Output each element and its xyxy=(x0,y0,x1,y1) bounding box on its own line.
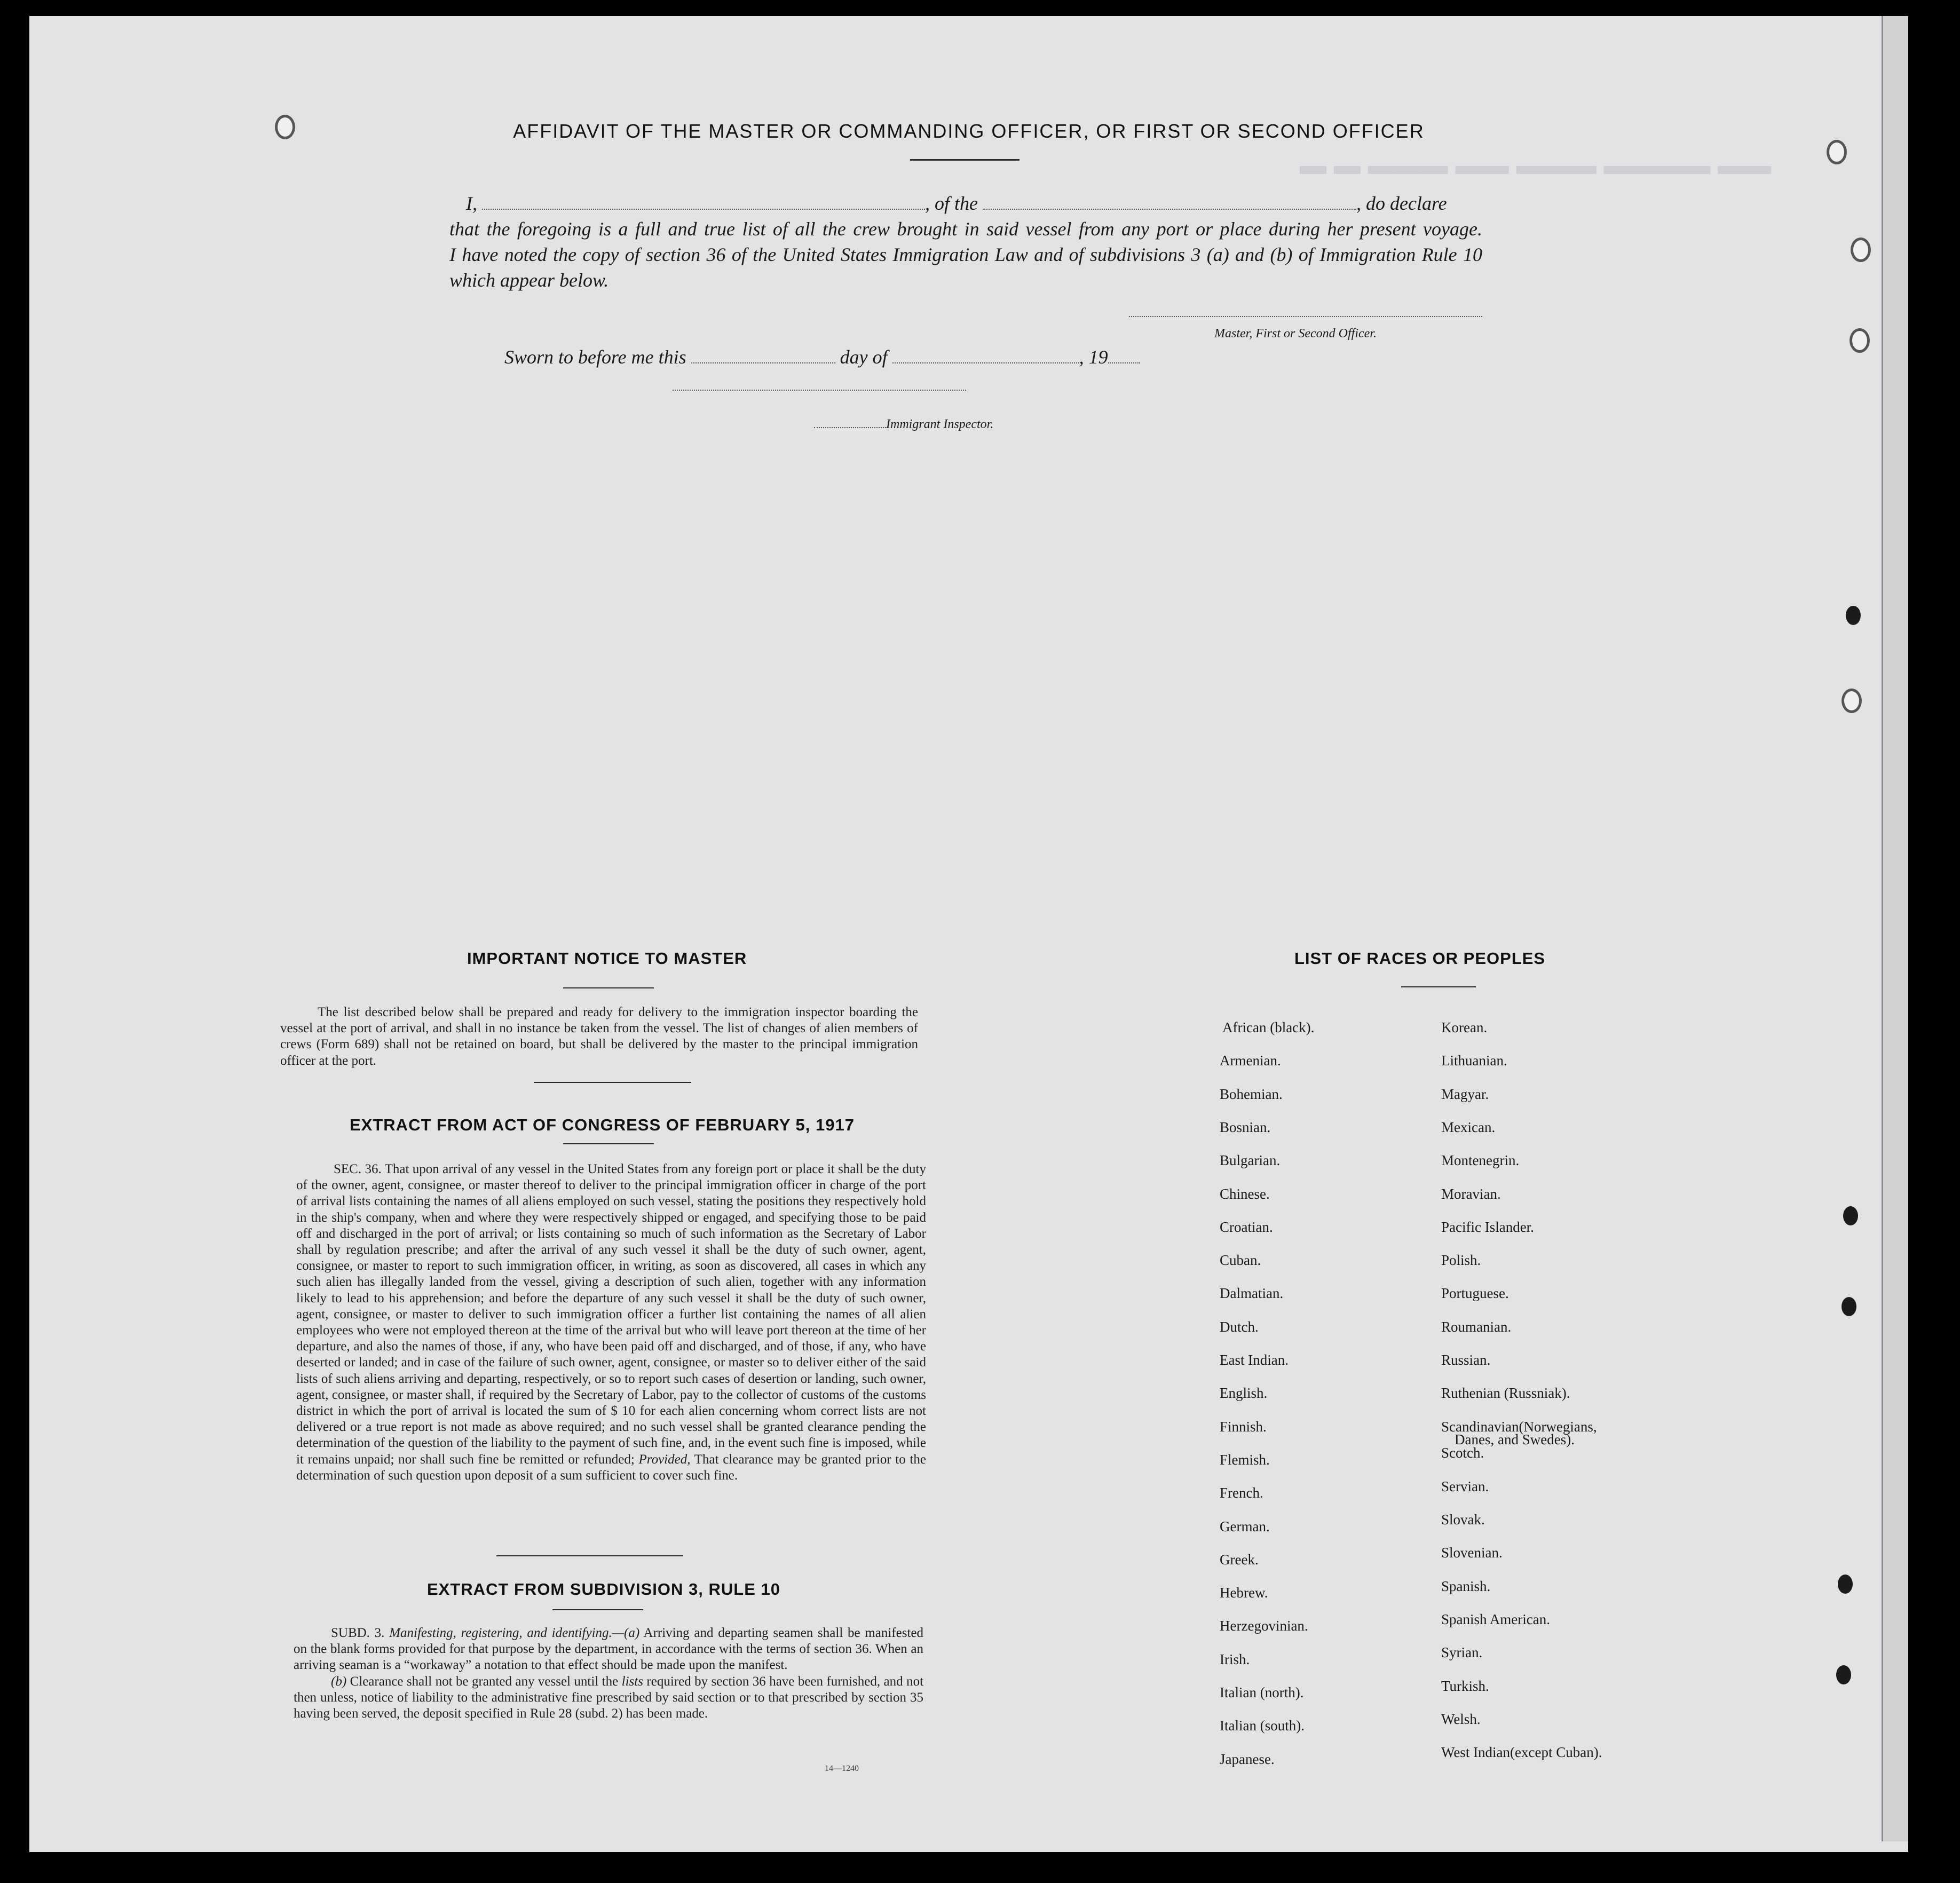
race-item: Slovak. xyxy=(1441,1512,1485,1528)
rule10-title: EXTRACT FROM SUBDIVISION 3, RULE 10 xyxy=(427,1580,780,1599)
punch-hole-icon xyxy=(1851,238,1871,262)
b-lists: lists xyxy=(621,1674,643,1689)
race-item: Irish. xyxy=(1220,1651,1250,1667)
race-item: Syrian. xyxy=(1441,1644,1483,1660)
race-item: Croatian. xyxy=(1220,1219,1273,1235)
race-item: Bohemian. xyxy=(1220,1086,1283,1102)
act-body-end: That clearance may be granted prior to the determination of such question upon deposit of a sum sufficient to cover such fine. xyxy=(296,1452,926,1483)
race-item: Korean. xyxy=(1441,1019,1488,1035)
race-item: Pacific Islander. xyxy=(1441,1219,1534,1235)
race-item: Cuban. xyxy=(1220,1252,1261,1268)
notice-paragraph xyxy=(280,1004,918,1069)
bleed-through-text: ▬ ▬ ▬▬▬ ▬▬ ▬▬▬ ▬▬▬▬ ▬▬ xyxy=(1300,150,1772,180)
text-of-the: , of the xyxy=(925,193,978,214)
race-item: Dalmatian. xyxy=(1220,1285,1284,1301)
race-item: Hebrew. xyxy=(1220,1585,1268,1601)
b-label: (b) xyxy=(331,1674,347,1689)
race-item: English. xyxy=(1220,1385,1268,1401)
race-item: Herzegovinian. xyxy=(1220,1618,1308,1634)
title-underline xyxy=(910,159,1019,161)
subd-heading: Manifesting, registering, and identifying.—(a) xyxy=(389,1626,640,1640)
master-signature-blank[interactable] xyxy=(1129,315,1482,317)
text-i: I, xyxy=(466,193,477,214)
punch-hole-icon xyxy=(1827,140,1847,164)
page-edge-strip xyxy=(1882,16,1908,1841)
subd-3b-text xyxy=(294,1674,923,1722)
act-title: EXTRACT FROM ACT OF CONGRESS OF FEBRUARY 5, 1917 xyxy=(350,1115,855,1134)
act-text xyxy=(296,1161,926,1484)
provided-word: Provided, xyxy=(638,1452,691,1467)
race-item: Greek. xyxy=(1220,1552,1259,1568)
race-item: Servian. xyxy=(1441,1478,1489,1494)
b-body-1: Clearance shall not be granted any vessel until the xyxy=(350,1674,619,1689)
notice-text: The list described below shall be prepared and ready for delivery to the immigration inspector boarding the vessel at the port of arrival, and shall in no instance be taken from the vessel. The list of changes of alien members of crews (Form 689) shall not be retained on board, but shall be delivered by the master to the principal immigration officer at the port. xyxy=(280,1005,918,1068)
race-item: Turkish. xyxy=(1441,1678,1489,1694)
race-item: Russian. xyxy=(1441,1352,1491,1368)
race-item: German. xyxy=(1220,1518,1270,1534)
punch-hole-icon xyxy=(1838,1575,1853,1594)
race-item: Bosnian. xyxy=(1220,1119,1271,1135)
race-item: Flemish. xyxy=(1220,1452,1270,1468)
race-item: Japanese. xyxy=(1220,1751,1275,1767)
race-item: East Indian. xyxy=(1220,1352,1289,1368)
race-item: Magyar. xyxy=(1441,1086,1489,1102)
notice-underline xyxy=(563,987,654,988)
affidavit-title: AFFIDAVIT OF THE MASTER OR COMMANDING OFFICER, OR FIRST OR SECOND OFFICER xyxy=(513,120,1425,142)
punch-hole-icon xyxy=(1843,1206,1858,1225)
race-item: Welsh. xyxy=(1441,1711,1481,1727)
race-item: Armenian. xyxy=(1220,1053,1281,1069)
race-item: Mexican. xyxy=(1441,1119,1496,1135)
sworn-line xyxy=(504,346,1140,368)
inspector-dots xyxy=(814,420,886,428)
race-item: Polish. xyxy=(1441,1252,1481,1268)
punch-hole-icon xyxy=(1846,606,1861,625)
race-item: West Indian(except Cuban). xyxy=(1441,1744,1602,1760)
master-signature-label: Master, First or Second Officer. xyxy=(1214,327,1377,341)
race-item: Ruthenian (Russniak). xyxy=(1441,1385,1570,1401)
text-year: , 19 xyxy=(1079,346,1108,368)
section-divider-2 xyxy=(496,1555,683,1556)
document-page xyxy=(29,16,1908,1852)
race-item: Scandinavian(Norwegians, xyxy=(1441,1419,1597,1435)
race-item: Roumanian. xyxy=(1441,1319,1512,1335)
rule10-paragraph xyxy=(294,1625,923,1722)
affidavit-declaration-line xyxy=(466,192,1447,215)
race-item: Bulgarian. xyxy=(1220,1152,1281,1168)
inspector-label xyxy=(814,417,993,432)
act-underline xyxy=(563,1143,654,1144)
race-item: Lithuanian. xyxy=(1441,1053,1507,1069)
races-underline xyxy=(1401,986,1476,987)
name-blank[interactable] xyxy=(482,195,925,210)
act-paragraph xyxy=(296,1161,926,1484)
subd-body: Arriving and departing seamen shall be manifested on the blank forms provided for that purpose by the department, in accordance with the terms of section 36. When an arriving seaman is a “workaway” a notation to that effect should be made upon the manifest. xyxy=(294,1626,924,1673)
race-item: Moravian. xyxy=(1441,1186,1501,1202)
affidavit-line-3: I have noted the copy of section 36 of the United States Immigration Law and of subdivisions 3 (a) and (b) of Immigration Rule 10 xyxy=(449,244,1482,265)
race-item: French. xyxy=(1220,1485,1263,1501)
text-sworn: Sworn to before me this xyxy=(504,346,686,368)
race-item: Spanish. xyxy=(1441,1578,1491,1594)
inspector-label-text: Immigrant Inspector. xyxy=(886,417,994,431)
subd-label: SUBD. 3. xyxy=(331,1626,385,1640)
subd-3a-text xyxy=(294,1625,923,1674)
race-item: Chinese. xyxy=(1220,1186,1270,1202)
race-item: Spanish American. xyxy=(1441,1611,1550,1627)
vessel-blank[interactable] xyxy=(983,195,1356,210)
race-item: African (black). xyxy=(1222,1019,1315,1035)
race-item: Danes, and Swedes). xyxy=(1455,1431,1575,1447)
section-divider xyxy=(534,1082,691,1083)
race-item: Finnish. xyxy=(1220,1419,1267,1435)
race-item: Italian (north). xyxy=(1220,1684,1304,1700)
notice-title: IMPORTANT NOTICE TO MASTER xyxy=(467,949,747,968)
races-title: LIST OF RACES OR PEOPLES xyxy=(1294,949,1546,968)
punch-hole-icon xyxy=(1836,1665,1851,1684)
race-item: Montenegrin. xyxy=(1441,1152,1520,1168)
text-day-of: day of xyxy=(840,346,888,368)
inspector-signature-blank[interactable] xyxy=(673,389,966,391)
punch-hole-icon xyxy=(1842,1297,1856,1316)
punch-hole-icon xyxy=(1850,328,1870,353)
text-do-declare: , do declare xyxy=(1356,193,1447,214)
race-item: Portuguese. xyxy=(1441,1285,1509,1301)
race-item: Slovenian. xyxy=(1441,1545,1503,1561)
day-blank[interactable] xyxy=(691,349,835,363)
race-item: Dutch. xyxy=(1220,1319,1259,1335)
year-blank[interactable] xyxy=(1108,349,1140,363)
month-blank[interactable] xyxy=(892,349,1079,363)
sec-36-label: SEC. 36. xyxy=(334,1162,382,1176)
punch-hole-icon xyxy=(1842,689,1862,713)
b-body-2: required by section 36 have been furnished, and not then unless, notice of liability to the administrative fine prescribed by said section or to that prescribed by section 35 having been served, the deposit specified in Rule 28 (subd. 2) has been made. xyxy=(294,1674,924,1721)
affidavit-line-4: which appear below. xyxy=(449,270,609,291)
affidavit-line-2: that the foregoing is a full and true list of all the crew brought in said vessel from any port or place during her present voyage. xyxy=(449,218,1482,240)
act-body: That upon arrival of any vessel in the United States from any foreign port or place it shall be the duty of the owner, agent, consignee, or master thereof to deliver to the principal immigration officer in charge of the port of arrival lists containing the names of all aliens employed on such vessel, stating the positions they respectively hold in the ship's company, when and where they were respectively shipped or engaged, and specifying those to be paid off and discharged in the port of arrival; or lists containing so much of such information as the Secretary of Labor shall by regulation prescribe; and after the arrival of any such vessel it shall be the duty of such owner, agent, consignee, or master to report to such immigration officer, in writing, as soon as discovered, all cases in which any such alien has illegally landed from the vessel, giving a description of such alien, together with any information likely to lead to his apprehension; and before the departure of any such vessel it shall be the duty of such owner, agent, consignee, or master to deliver to such immigration officer a further list containing the names of all alien employees who were not employed thereon at the time of the arrival but who will leave port thereon at the time of her departure, and also the names of those, if any, who have been paid off and discharged, and of those, if any, who have deserted or landed; and in case of the failure of such owner, agent, consignee, or master so to deliver either of the said lists of such aliens arriving and departing, respectively, or so to report such cases of desertion or landing, such owner, agent, consignee, or master shall, if required by the Secretary of Labor, pay to the collector of customs of the customs district in which the port of arrival is located the sum of $ 10 for each alien concerning whom correct lists are not delivered or a true report is not made as above required; and no such vessel shall be granted clearance pending the determination of the question of the liability to the payment of such fine, and, in the event such fine is imposed, while it remains unpaid; nor shall such fine be remitted or refunded; xyxy=(296,1162,926,1467)
rule10-underline xyxy=(552,1609,643,1610)
form-number: 14—1240 xyxy=(825,1764,859,1773)
race-item: Italian (south). xyxy=(1220,1718,1305,1734)
race-item: Scotch. xyxy=(1441,1445,1484,1461)
